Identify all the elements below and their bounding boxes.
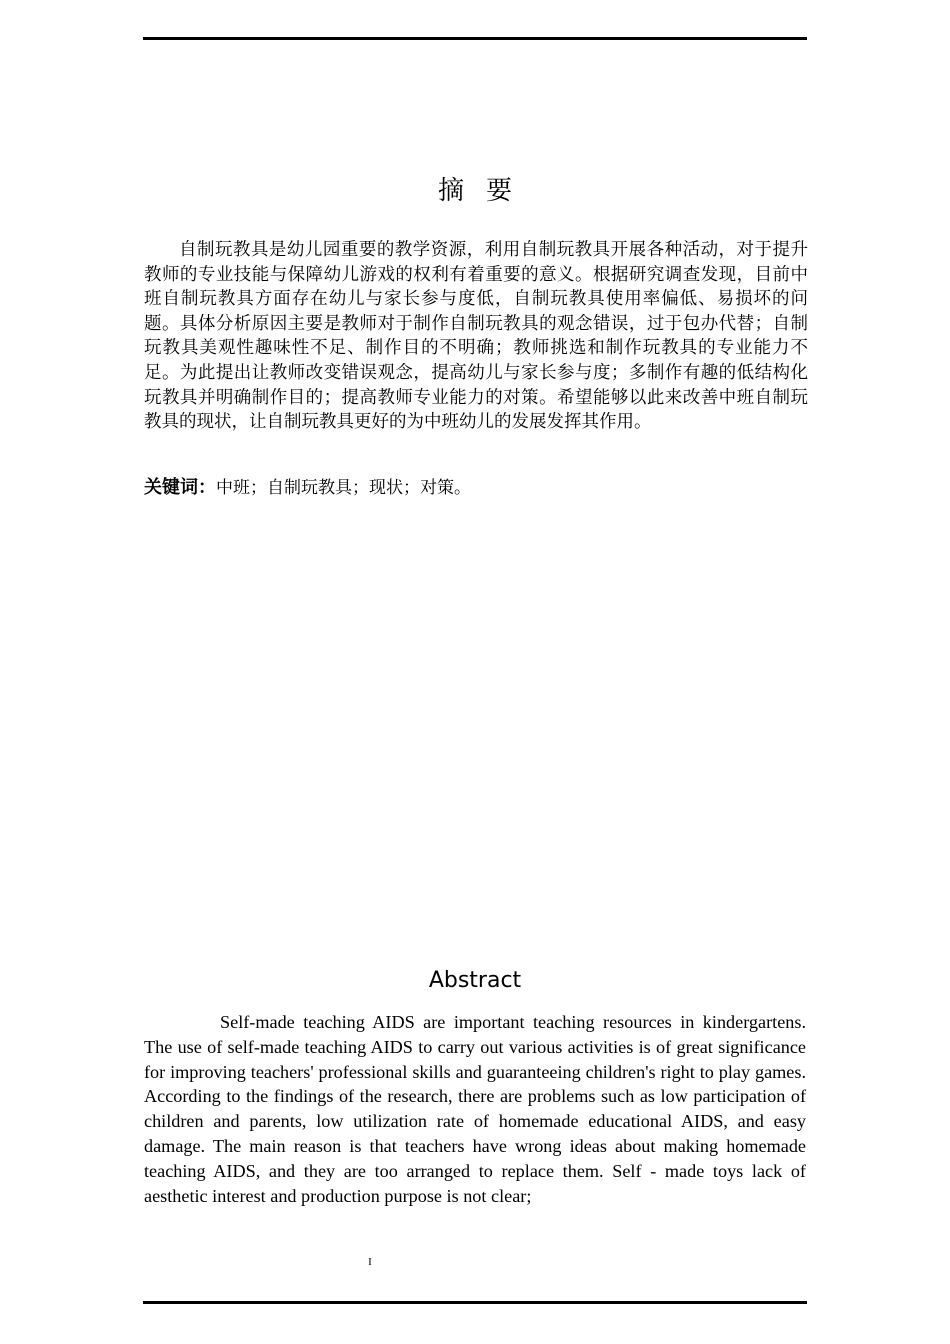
english-abstract-title: Abstract	[428, 968, 522, 993]
keywords-label: 关键词：	[144, 477, 216, 498]
chinese-keywords	[144, 475, 808, 501]
keywords-text: 中班；自制玩教具；现状；对策。	[216, 478, 471, 498]
english-abstract-body: Self-made teaching AIDS are important teaching resources in kindergartens. The use of self-made teaching AIDS to carry out various activities is of great significance for improving teachers' professional skills and guaranteeing children's right to play games. According to the findings of the research, there are problems such as low participation of children and parents, low utilization rate of homemade educational AIDS, and easy damage. The main reason is that teachers have wrong ideas about making homemade teaching AIDS, and they are too arranged to replace them. Self - made toys lack of aesthetic interest and production purpose is not clear;	[144, 1012, 806, 1206]
page-number: I	[368, 1256, 372, 1268]
chinese-abstract-title: 摘要	[437, 176, 534, 206]
header-rule	[143, 37, 807, 40]
chinese-abstract-body: 自制玩教具是幼儿园重要的教学资源，利用自制玩教具开展各种活动，对于提升教师的专业技能与保障幼儿游戏的权利有着重要的意义。根据研究调查发现，目前中班自制玩教具方面存在幼儿与家长参与度低，自制玩教具使用率偏低、易损坏的问题。具体分析原因主要是教师对于制作自制玩教具的观念错误，过于包办代替；自制玩教具美观性趣味性不足、制作目的不明确；教师挑选和制作玩教具的专业能力不足。为此提出让教师改变错误观念，提高幼儿与家长参与度；多制作有趣的低结构化玩教具并明确制作目的；提高教师专业能力的对策。希望能够以此来改善中班自制玩教具的现状，让自制玩教具更好的为中班幼儿的发展发挥其作用。	[144, 240, 808, 433]
footer-rule	[143, 1301, 807, 1304]
